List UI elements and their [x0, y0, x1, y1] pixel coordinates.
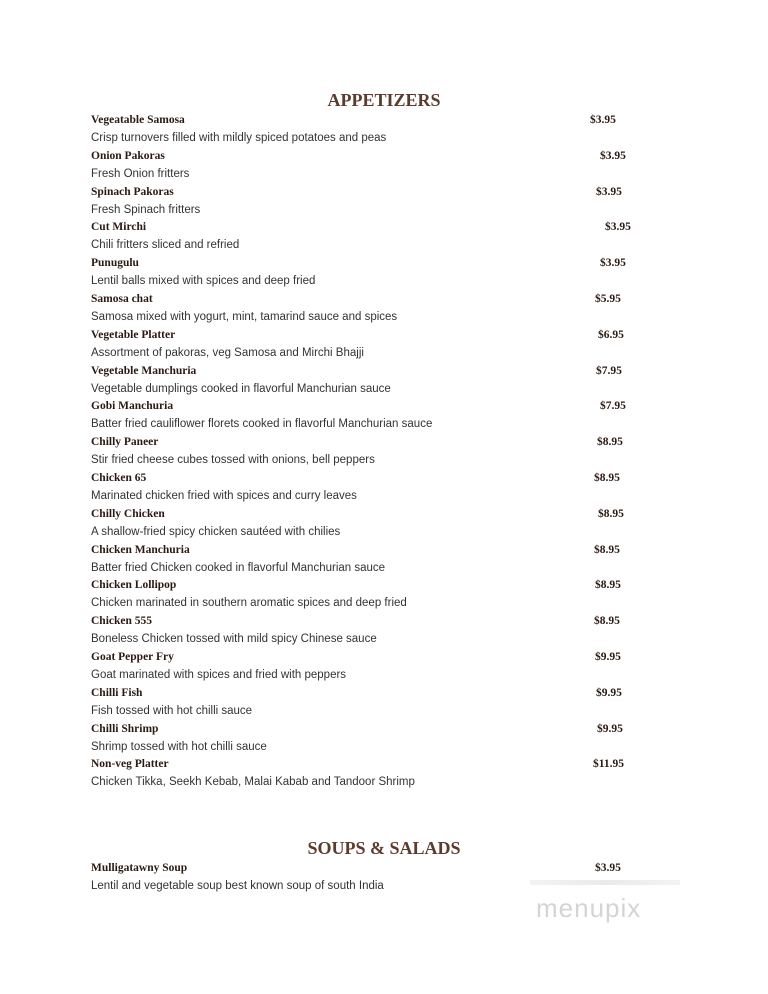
- item-description: Vegetable dumplings cooked in flavorful Manchurian sauce: [91, 382, 391, 395]
- section-title-soups-salads: SOUPS & SALADS: [307, 838, 461, 858]
- item-price: $7.95: [596, 364, 622, 377]
- item-name: Chicken 65: [91, 472, 147, 484]
- item-name: Punugulu: [91, 257, 139, 270]
- item-description: Goat marinated with spices and fried with peppers: [91, 669, 347, 681]
- item-price: $3.95: [600, 257, 626, 270]
- watermark-line: [530, 880, 680, 885]
- watermark-logo: menupix: [536, 893, 642, 923]
- item-name: Cut Mirchi: [91, 221, 147, 234]
- item-description: Assortment of pakoras, veg Samosa and Mirchi Bhajji: [91, 346, 364, 359]
- item-name: Non-veg Platter: [91, 758, 169, 771]
- item-name: Goat Pepper Fry: [91, 651, 174, 663]
- item-description: Chicken Tikka, Seekh Kebab, Malai Kabab and Tandoor Shrimp: [91, 776, 415, 789]
- item-description: Batter fried Chicken cooked in flavorful Manchurian sauce: [91, 561, 386, 574]
- item-price: $3.95: [595, 862, 621, 874]
- item-description: Fresh Spinach fritters: [91, 203, 201, 216]
- section-title-appetizers: APPETIZERS: [327, 90, 441, 110]
- item-price: $5.95: [595, 293, 621, 305]
- item-name: Mulligatawny Soup: [91, 862, 188, 874]
- item-name: Chicken 555: [91, 615, 153, 628]
- item-price: $8.95: [595, 579, 621, 592]
- item-description: Lentil balls mixed with spices and deep fried: [91, 275, 316, 288]
- item-name: Chicken Manchuria: [91, 543, 190, 556]
- item-name: Vegeatable Samosa: [91, 114, 185, 126]
- item-name: Chilli Shrimp: [91, 722, 159, 735]
- item-price: $3.95: [596, 185, 622, 198]
- item-price: $6.95: [598, 328, 624, 341]
- item-name: Chilly Paneer: [91, 436, 159, 449]
- item-price: $3.95: [590, 114, 616, 126]
- item-name: Onion Pakoras: [91, 149, 165, 162]
- item-price: $8.95: [597, 436, 623, 449]
- item-name: Chilly Chicken: [91, 507, 165, 520]
- item-description: Marinated chicken fried with spices and curry leaves: [91, 490, 357, 502]
- item-price: $8.95: [598, 507, 624, 520]
- item-price: $8.95: [594, 472, 620, 484]
- item-price: $8.95: [594, 543, 620, 556]
- item-description: Boneless Chicken tossed with mild spicy Chinese sauce: [91, 633, 377, 646]
- item-description: Crisp turnovers filled with mildly spiced potatoes and peas: [91, 132, 387, 144]
- item-name: Chilli Fish: [91, 686, 143, 699]
- item-price: $9.95: [595, 651, 621, 663]
- item-description: A shallow-fried spicy chicken sautéed with chilies: [91, 525, 341, 538]
- item-description: Fresh Onion fritters: [91, 167, 190, 180]
- item-description: Chili fritters sliced and refried: [91, 239, 240, 252]
- item-description: Fish tossed with hot chilli sauce: [91, 704, 253, 717]
- item-description: Samosa mixed with yogurt, mint, tamarind sauce and spices: [91, 311, 398, 323]
- item-price: $9.95: [597, 722, 623, 735]
- item-name: Samosa chat: [91, 293, 153, 305]
- item-description: Shrimp tossed with hot chilli sauce: [91, 740, 267, 753]
- item-name: Vegetable Platter: [91, 328, 176, 341]
- item-price: $11.95: [593, 758, 624, 771]
- item-description: Stir fried cheese cubes tossed with onions, bell peppers: [91, 454, 375, 467]
- item-description: Batter fried cauliflower florets cooked in flavorful Manchurian sauce: [91, 418, 433, 431]
- item-price: $9.95: [596, 686, 622, 699]
- item-name: Gobi Manchuria: [91, 400, 174, 413]
- item-price: $3.95: [600, 149, 626, 162]
- item-name: Vegetable Manchuria: [91, 364, 197, 377]
- item-price: $3.95: [605, 221, 631, 234]
- item-price: $8.95: [594, 615, 620, 628]
- item-price: $7.95: [600, 400, 626, 413]
- item-name: Chicken Lollipop: [91, 579, 177, 592]
- item-name: Spinach Pakoras: [91, 185, 174, 198]
- item-description: Chicken marinated in southern aromatic spices and deep fried: [91, 597, 407, 610]
- item-description: Lentil and vegetable soup best known soup of south India: [91, 880, 384, 892]
